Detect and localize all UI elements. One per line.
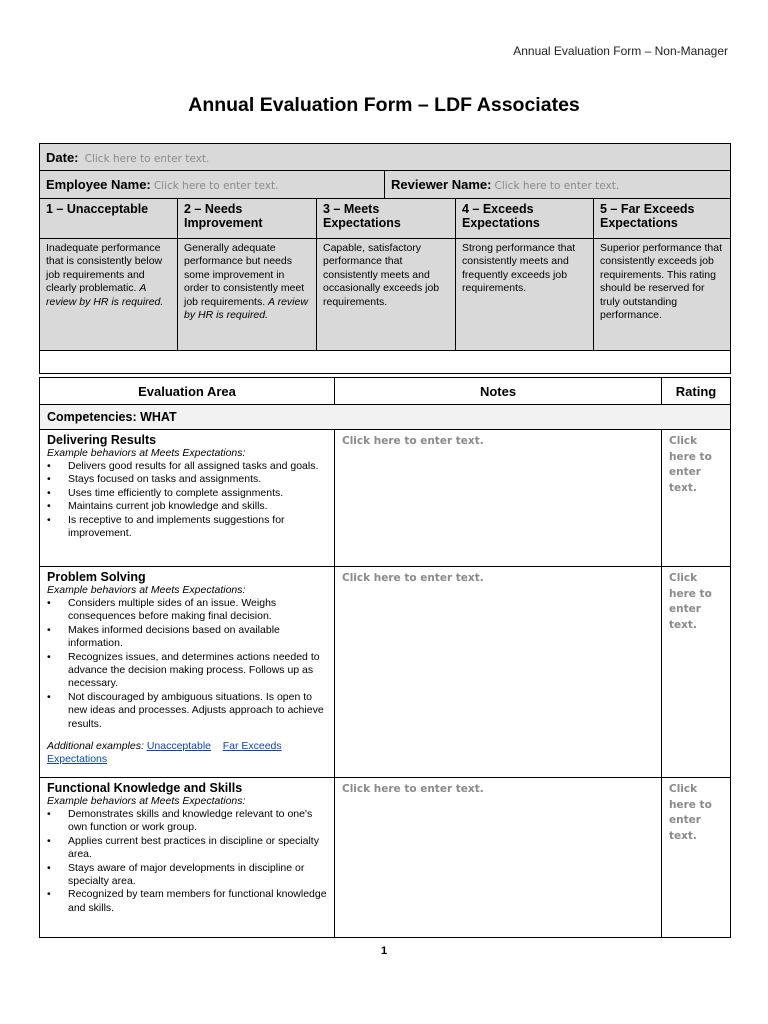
rating-1-description: Inadequate performance that is consistently below job requirements and clearly problematic. A review by HR is required. [40,239,178,351]
page-header-text: Annual Evaluation Form – Non-Manager [513,44,728,58]
rating-header: Rating [662,378,731,405]
rating-2-title: 2 – Needs Improvement [178,199,317,239]
example-label: Example behaviors at Meets Expectations: [47,447,246,459]
notes-input-functional-knowledge[interactable]: Click here to enter text. [335,778,662,938]
area-delivering-results [40,430,335,567]
notes-input-problem-solving[interactable]: Click here to enter text. [335,567,662,778]
rating-4-title: 4 – Exceeds Expectations [456,199,594,239]
rating-input-functional-knowledge[interactable]: Click here to enter text. [662,778,731,938]
additional-examples: Additional examples: Unacceptable Far Exceeds Expectations [47,740,282,766]
page-title: Annual Evaluation Form – LDF Associates [188,94,580,116]
evaluation-area-header: Evaluation Area [40,378,335,405]
example-label: Example behaviors at Meets Expectations: [47,584,246,596]
list-item: • Applies current best practices in discipline or specialty area. [47,834,319,861]
date-label: Date: [46,149,79,165]
rating-1-title: 1 – Unacceptable [40,199,178,239]
list-item: • Is receptive to and implements suggestions for improvement. [47,513,285,540]
list-item: • Delivers good results for all assigned tasks and goals. [47,460,319,472]
list-item: • Maintains current job knowledge and skills. [47,500,268,513]
table-row [40,567,731,778]
area-title: Delivering Results [47,433,157,447]
date-input[interactable]: Click here to enter text. [84,152,210,165]
example-label: Example behaviors at Meets Expectations: [47,795,246,807]
list-item: • Considers multiple sides of an issue. Weighs consequences before making final decision. [47,597,277,623]
page-number: 1 [380,945,388,957]
employee-name-label: Employee Name: [46,177,151,192]
reviewer-name-label: Reviewer Name: [391,177,492,192]
form-header-table [39,143,731,374]
list-item: • Stays focused on tasks and assignments. [47,473,262,486]
area-title: Problem Solving [47,570,146,584]
employee-name-input[interactable]: Click here to enter text. [153,180,279,192]
rating-2-description: Generally adequate performance but needs some improvement in order to consistently meet job requirements. A review by HR is required. [178,239,317,351]
list-item: • Stays aware of major developments in discipline or specialty area. [47,861,305,888]
rating-3-title: 3 – Meets Expectations [317,199,456,239]
reviewer-name-field[interactable] [385,171,731,199]
list-item: • Recognized by team members for functional knowledge and skills. [47,888,327,914]
area-title: Functional Knowledge and Skills [47,781,243,795]
evaluation-table [39,377,731,938]
reviewer-name-input[interactable]: Click here to enter text. [494,180,620,192]
list-item: • Uses time efficiently to complete assignments. [47,486,284,499]
unacceptable-link[interactable]: Unacceptable [146,740,212,753]
list-item: • Not discouraged by ambiguous situations. Is open to new ideas and processes. Adjusts approach to achieve results. [47,690,324,730]
list-item: • Demonstrates skills and knowledge relevant to one's own function or work group. [47,808,313,834]
list-item: • Recognizes issues, and determines actions needed to advance the decision making process. Follows up as necessary. [47,650,320,690]
rating-4-description: Strong performance that consistently meets and frequently exceeds job requirements. [456,239,594,351]
table-row [40,778,731,938]
table-row [40,430,731,567]
list-item: • Makes informed decisions based on available information. [47,623,280,650]
notes-input-delivering-results[interactable]: Click here to enter text. [335,430,662,567]
rating-3-description: Capable, satisfactory performance that consistently meets and occasionally exceeds job requirements. [317,239,456,351]
competencies-section-label: Competencies: WHAT [40,405,731,430]
area-functional-knowledge [40,778,335,938]
rating-input-delivering-results[interactable]: Click here to enter text. [662,430,731,567]
date-field[interactable] [40,144,731,171]
notes-header: Notes [335,378,662,405]
rating-5-title: 5 – Far Exceeds Expectations [594,199,731,239]
spacer-row [40,351,731,374]
employee-name-field[interactable] [40,171,385,199]
rating-input-problem-solving[interactable]: Click here to enter text. [662,567,731,778]
area-problem-solving [40,567,335,778]
rating-5-description: Superior performance that consistently exceeds job requirements. This rating should be reserved for truly outstanding performance. [594,239,731,351]
far-exceeds-expectations-link[interactable]: Far Exceeds Expectations [47,740,282,766]
